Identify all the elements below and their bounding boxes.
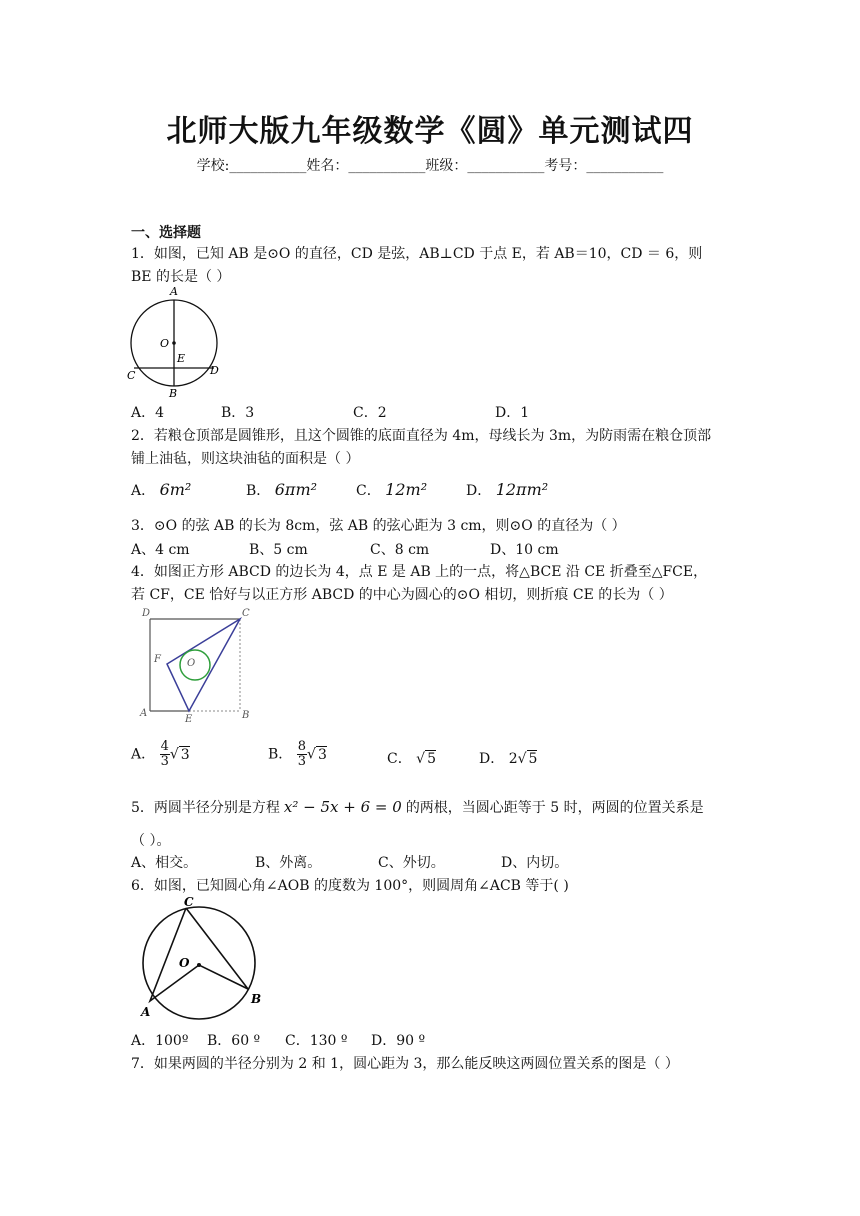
q2-text-line2: 铺上油毡，则这块油毡的面积是（ ） <box>131 451 360 467</box>
student-info-line: 学校:___________姓名：___________班级：___________考号：___________ <box>196 158 664 174</box>
q1-label-o: O <box>160 337 170 350</box>
q6-circle-diagram <box>134 893 268 1021</box>
q5-option-b: B、外离。 <box>255 855 322 871</box>
q2-option-c: C． 12m² <box>356 480 428 499</box>
q5-text-line1: 5．两圆半径分别是方程 x² − 5x + 6 = 0 的两根，当圆心距等于 5 时，两圆的位置关系是 <box>131 798 704 816</box>
q4-option-d: D． 2√ 5 <box>479 751 538 767</box>
q3-text-line1: 3．⊙O 的弦 AB 的长为 8cm，弦 AB 的弦心距为 3 cm，则⊙O 的直径为（ ） <box>131 518 626 534</box>
q6-option-b: B．60 º <box>207 1033 261 1049</box>
q4-label-a: A <box>140 708 148 719</box>
q1-option-b: B．3 <box>221 405 255 421</box>
q6-option-d: D．90 º <box>371 1033 426 1049</box>
q2-text-line1: 2．若粮仓顶部是圆锥形，且这个圆锥的底面直径为 4m，母线长为 3m，为防雨需在粮仓顶部 <box>131 428 712 444</box>
q5-option-c: C、外切。 <box>378 855 445 871</box>
q5-text-line2: （ ）。 <box>131 833 171 849</box>
q4-square-diagram <box>134 604 258 724</box>
q6-label-c: C <box>184 895 194 909</box>
q1-label-b: B <box>169 387 178 400</box>
q5-option-d: D、内切。 <box>501 855 569 871</box>
q1-label-d: D <box>210 364 219 377</box>
q4-label-f: F <box>154 654 161 665</box>
q1-text-line2: BE 的长是（ ） <box>131 269 231 285</box>
section-heading: 一、选择题 <box>131 225 201 241</box>
q3-option-c: C、8 cm <box>370 542 430 558</box>
q1-text-line1: 1．如图，已知 AB 是⊙O 的直径，CD 是弦，AB⊥CD 于点 E，若 AB＝10，CD ＝ 6，则 <box>131 246 703 262</box>
q4-option-a: A． $\frac{4}{3}$ √ 3 <box>131 739 190 769</box>
q6-option-a: A．100º <box>131 1033 189 1049</box>
q2-option-b: B． 6πm² <box>246 480 318 499</box>
q4-label-c: C <box>242 608 250 619</box>
q4-option-c: C． √ 5 <box>387 751 437 767</box>
q4-text-line2: 若 CF，CE 恰好与以正方形 ABCD 的中心为圆心的⊙O 相切，则折痕 CE 的长为（ ） <box>131 587 673 603</box>
q1-label-a: A <box>170 285 178 298</box>
q1-option-c: C．2 <box>353 405 387 421</box>
q4-text-line1: 4．如图正方形 ABCD 的边长为 4，点 E 是 AB 上的一点，将△BCE 沿 CE 折叠至△FCE， <box>131 564 708 580</box>
q1-option-a: A．4 <box>131 405 165 421</box>
q6-label-b: B <box>251 992 262 1006</box>
q6-option-c: C．130 º <box>285 1033 348 1049</box>
page-title: 北师大版九年级数学《圆》单元测试四 <box>166 114 694 149</box>
q1-option-d: D．1 <box>495 405 530 421</box>
q4-label-b: B <box>242 710 250 721</box>
q1-circle-diagram <box>124 284 234 400</box>
q1-label-c: C <box>127 369 136 382</box>
q6-label-a: A <box>141 1005 151 1019</box>
q1-label-e: E <box>177 352 186 365</box>
q6-label-o: O <box>179 956 190 970</box>
q2-option-d: D． 12πm² <box>466 480 549 499</box>
q3-option-d: D、10 cm <box>490 542 559 558</box>
q4-option-b: B． $\frac{8}{3}$ √ 3 <box>268 739 327 769</box>
q4-label-d: D <box>142 608 151 619</box>
q5-equation: x² − 5x + 6 = 0 <box>283 798 402 816</box>
q3-option-a: A、4 cm <box>131 542 190 558</box>
q4-label-e: E <box>185 714 193 724</box>
q4-label-o: O <box>187 658 196 669</box>
q3-option-b: B、5 cm <box>249 542 308 558</box>
q7-text-line1: 7．如果两圆的半径分别为 2 和 1，圆心距为 3，那么能反映这两圆位置关系的图是（ ） <box>131 1056 679 1072</box>
q2-option-a: A． 6m² <box>131 480 192 499</box>
q5-option-a: A、相交。 <box>131 855 198 871</box>
q6-text-line1: 6．如图，已知圆心角∠AOB 的度数为 100°，则圆周角∠ACB 等于( ) <box>131 878 569 894</box>
